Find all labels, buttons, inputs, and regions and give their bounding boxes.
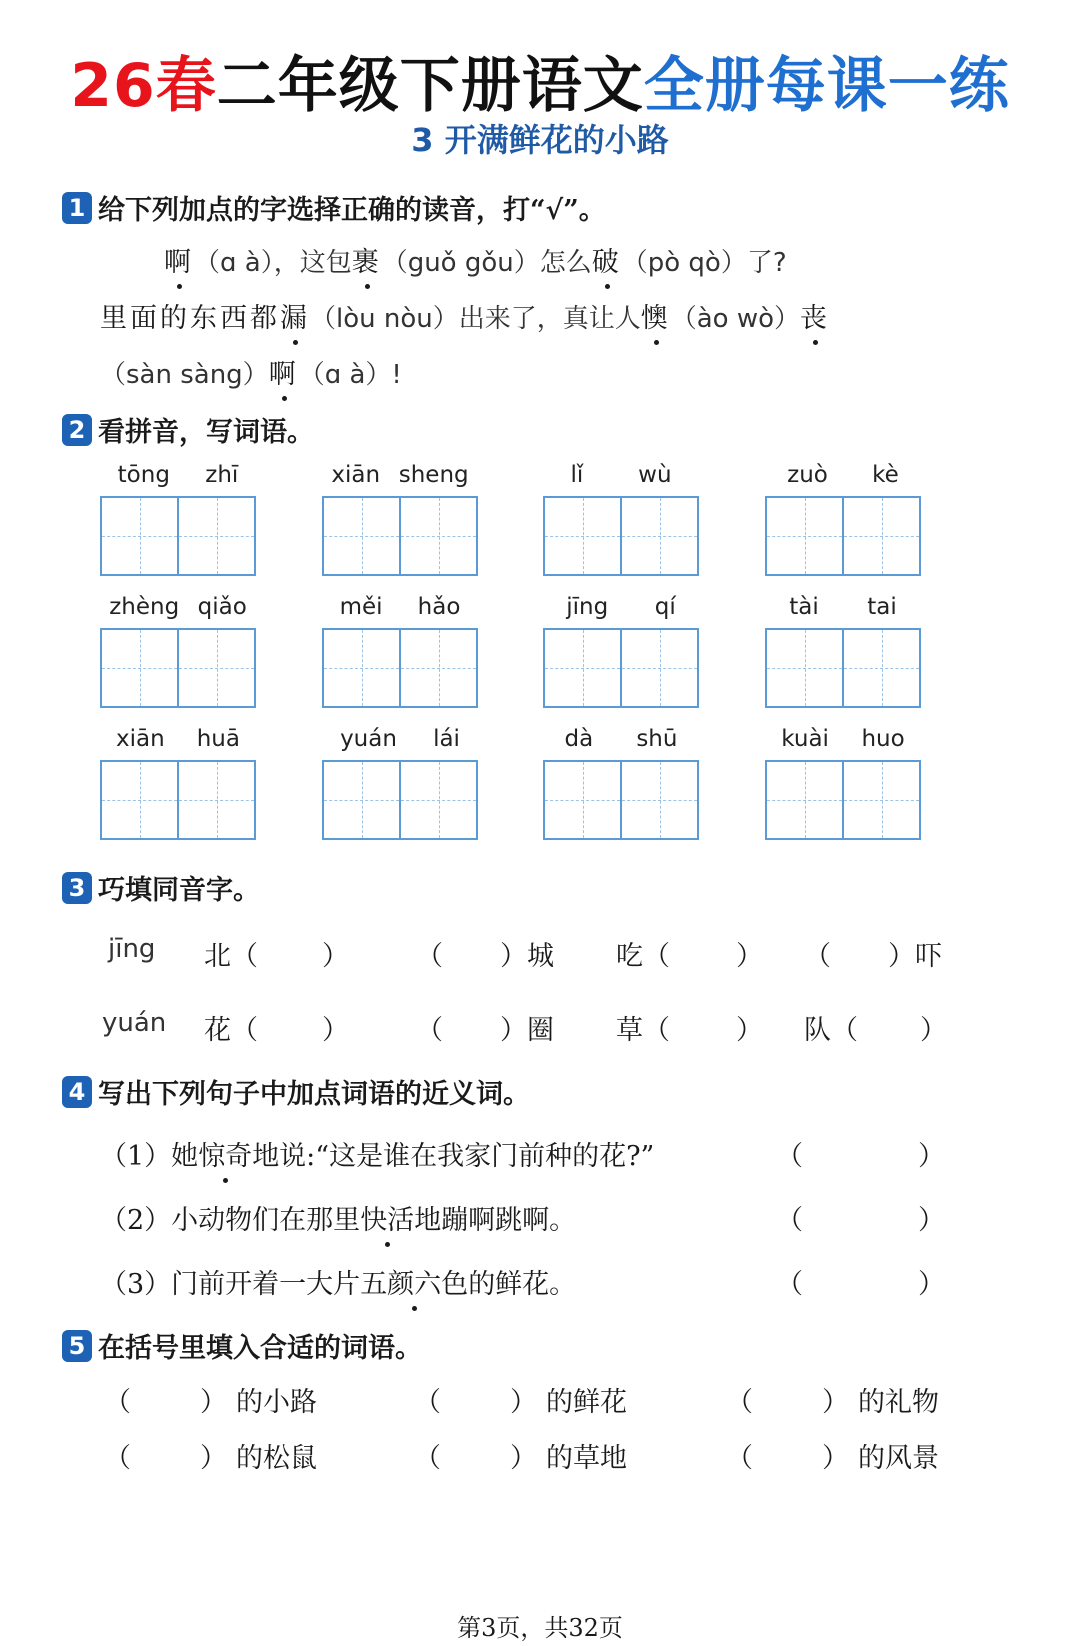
q3-blank-close: ）	[736, 941, 763, 972]
q5-blank-open[interactable]: （	[726, 1387, 753, 1418]
writing-grid-cell[interactable]	[179, 630, 254, 706]
q3-number-badge: 3	[62, 872, 92, 904]
pinyin-label: tài	[789, 594, 819, 620]
writing-grid-cell[interactable]	[179, 498, 254, 574]
q4-dotted-word: 快活	[360, 1198, 414, 1237]
q5-phrase: 的鲜花	[546, 1387, 627, 1418]
q4-sentence-3	[100, 1262, 576, 1301]
q5-blank-open[interactable]: （	[414, 1387, 441, 1418]
q3-blank-close: ）	[920, 1015, 947, 1046]
pinyin-label: lái	[433, 726, 460, 752]
q4-sentence-2	[100, 1198, 576, 1237]
q3-blank-open[interactable]: （	[416, 941, 443, 972]
q3-blank-open[interactable]: 吃（	[616, 941, 670, 972]
q5-blank-close: ）	[200, 1387, 227, 1418]
q3-heading	[62, 868, 260, 907]
writing-grid-cell[interactable]	[545, 762, 622, 838]
title-year: 26春	[70, 51, 217, 121]
q1-text: 里面的东西都	[100, 303, 280, 334]
pinyin-label: tōng	[117, 462, 170, 488]
q4-number-badge: 4	[62, 1076, 92, 1108]
q5-blank-open[interactable]: （	[414, 1443, 441, 1474]
pinyin-label: tai	[867, 594, 897, 620]
q4-heading	[62, 1072, 530, 1111]
q1-options[interactable]: （sàn sàng）	[100, 360, 269, 390]
pinyin-word-group	[765, 726, 921, 840]
q5-blank-open[interactable]: （	[104, 1443, 131, 1474]
q3-blank-open[interactable]: （	[804, 941, 831, 972]
writing-grid-cell[interactable]	[324, 498, 401, 574]
title-series: 全册每课一练	[643, 51, 1010, 121]
pinyin-word-group	[543, 462, 699, 576]
q1-line-3	[100, 352, 402, 391]
q3-blank-open[interactable]: 北（	[204, 941, 258, 972]
q5-phrase: 的小路	[236, 1387, 317, 1418]
q1-options[interactable]: （ɑ à）!	[298, 360, 402, 390]
writing-grid-cell[interactable]	[401, 762, 476, 838]
writing-grid-cell[interactable]	[844, 762, 919, 838]
q4-sentence-1	[100, 1134, 654, 1173]
q4-answer-close: ）	[918, 1269, 945, 1300]
q2-heading-text: 看拼音，写词语。	[98, 417, 314, 448]
q3-pinyin: jīng	[108, 934, 156, 964]
pinyin-label: huā	[196, 726, 240, 752]
q5-number-badge: 5	[62, 1330, 92, 1362]
page-number: 第3页，共32页	[457, 1614, 623, 1642]
pinyin-label: jīng	[566, 594, 609, 620]
pinyin-label: hǎo	[417, 594, 461, 620]
q5-blank-close: ）	[510, 1387, 537, 1418]
q1-options[interactable]: （ɑ à），这包	[194, 248, 352, 278]
q5-phrase: 的风景	[858, 1443, 939, 1474]
writing-grid-cell[interactable]	[545, 630, 622, 706]
q1-heading-text: 给下列加点的字选择正确的读音，打“√”。	[98, 195, 606, 226]
writing-grid-cell[interactable]	[622, 762, 697, 838]
q5-row-2	[0, 1436, 1080, 1476]
pinyin-word-group	[322, 594, 478, 708]
q1-dotted-char: 啊	[164, 240, 194, 279]
q5-phrase: 的松鼠	[236, 1443, 317, 1474]
q4-answer-open[interactable]: （	[776, 1269, 803, 1300]
q4-answer-open[interactable]: （	[776, 1205, 803, 1236]
q3-blank-open[interactable]: 草（	[616, 1015, 670, 1046]
q1-number-badge: 1	[62, 192, 92, 224]
writing-grid-cell[interactable]	[622, 498, 697, 574]
pinyin-label: zhī	[205, 462, 239, 488]
pinyin-label: yuán	[340, 726, 397, 752]
q3-blank-close: ）吓	[888, 941, 942, 972]
writing-grid-cell[interactable]	[102, 498, 179, 574]
writing-grid-cell[interactable]	[102, 762, 179, 838]
pinyin-label: sheng	[398, 462, 469, 488]
pinyin-label: zuò	[787, 462, 828, 488]
q4-dotted-word: 惊奇	[198, 1134, 252, 1173]
q1-options[interactable]: （pò qò）了?	[621, 248, 787, 278]
q5-blank-close: ）	[822, 1387, 849, 1418]
q1-dotted-char: 裹	[352, 240, 382, 279]
q1-line-2	[100, 296, 830, 335]
pinyin-label: lǐ	[570, 462, 584, 488]
writing-grid-cell[interactable]	[401, 498, 476, 574]
page-title	[0, 38, 1080, 124]
q5-heading	[62, 1326, 422, 1365]
pinyin-label: zhèng	[109, 594, 180, 620]
q2-number-badge: 2	[62, 414, 92, 446]
pinyin-word-group	[765, 594, 921, 708]
pinyin-word-group	[100, 594, 256, 708]
title-grade: 二年级下册语文	[216, 51, 644, 121]
q1-dotted-char: 懊	[641, 296, 671, 335]
writing-grid-cell[interactable]	[401, 630, 476, 706]
q4-text: 的鲜花。	[468, 1269, 577, 1300]
q5-blank-close: ）	[510, 1443, 537, 1474]
q1-dotted-char: 破	[592, 240, 622, 279]
q3-blank-open[interactable]: 队（	[804, 1015, 858, 1046]
q4-text: 地蹦啊跳啊。	[414, 1205, 577, 1236]
writing-grid-cell[interactable]	[767, 762, 844, 838]
pinyin-label: shū	[636, 726, 678, 752]
q5-blank-close: ）	[822, 1443, 849, 1474]
q1-options[interactable]: （ào wò）	[670, 304, 801, 334]
q4-dotted-word: 五颜六色	[360, 1262, 468, 1301]
q3-blank-close: ）	[736, 1015, 763, 1046]
pinyin-label: kè	[872, 462, 899, 488]
q5-phrase: 的礼物	[858, 1387, 939, 1418]
writing-grid-cell[interactable]	[324, 762, 401, 838]
q1-options[interactable]: （guǒ gǒu）怎么	[381, 248, 592, 278]
pinyin-word-group	[765, 462, 921, 576]
pinyin-word-group	[543, 726, 699, 840]
q5-phrase: 的草地	[546, 1443, 627, 1474]
pinyin-label: qiǎo	[197, 594, 247, 620]
pinyin-word-group	[322, 726, 478, 840]
pinyin-label: kuài	[781, 726, 829, 752]
q4-text: （3）门前开着一大片	[100, 1269, 361, 1300]
q3-blank-close: ）圈	[500, 1015, 554, 1046]
q5-blank-close: ）	[200, 1443, 227, 1474]
q3-blank-close: ）	[322, 1015, 349, 1046]
q5-row-1	[0, 1380, 1080, 1420]
writing-grid-cell[interactable]	[767, 498, 844, 574]
q1-dotted-char: 丧	[800, 296, 830, 335]
lesson-title: 3 开满鲜花的小路	[411, 121, 669, 159]
q4-text: （1）她	[100, 1141, 199, 1172]
q2-heading	[62, 410, 314, 449]
writing-grid-cell[interactable]	[844, 630, 919, 706]
q3-blank-open[interactable]: （	[416, 1015, 443, 1046]
pinyin-label: měi	[339, 594, 383, 620]
pinyin-label: huo	[861, 726, 905, 752]
q3-heading-text: 巧填同音字。	[98, 875, 260, 906]
q4-answer-close: ）	[918, 1141, 945, 1172]
q5-blank-open[interactable]: （	[104, 1387, 131, 1418]
pinyin-word-group	[543, 594, 699, 708]
q4-heading-text: 写出下列句子中加点词语的近义词。	[98, 1079, 530, 1110]
q3-blank-close: ）	[322, 941, 349, 972]
q5-blank-open[interactable]: （	[726, 1443, 753, 1474]
writing-grid-cell[interactable]	[622, 630, 697, 706]
q1-options[interactable]: （lòu nòu）出来了，真让人	[310, 304, 641, 334]
q1-dotted-char: 啊	[269, 352, 299, 391]
q4-answer-close: ）	[918, 1205, 945, 1236]
writing-grid-cell[interactable]	[545, 498, 622, 574]
writing-grid-cell[interactable]	[844, 498, 919, 574]
q1-heading	[62, 188, 606, 227]
pinyin-label: xiān	[331, 462, 381, 488]
q3-row-1	[0, 934, 1080, 974]
q3-blank-close: ）城	[500, 941, 554, 972]
q5-heading-text: 在括号里填入合适的词语。	[98, 1333, 422, 1364]
pinyin-label: qí	[654, 594, 676, 620]
q3-blank-open[interactable]: 花（	[204, 1015, 258, 1046]
q4-text: （2）小动物们在那里	[100, 1205, 361, 1236]
q3-pinyin: yuán	[102, 1008, 167, 1038]
q3-row-2	[0, 1008, 1080, 1048]
writing-grid-cell[interactable]	[767, 630, 844, 706]
pinyin-label: wù	[638, 462, 672, 488]
q1-line-1	[164, 240, 787, 279]
pinyin-label: dà	[564, 726, 594, 752]
pinyin-label: xiān	[116, 726, 165, 752]
writing-grid-cell[interactable]	[324, 630, 401, 706]
q4-text: 地说:“这是谁在我家门前种的花?”	[252, 1141, 655, 1172]
pinyin-word-group	[100, 726, 256, 840]
writing-grid-cell[interactable]	[179, 762, 254, 838]
q4-answer-open[interactable]: （	[776, 1141, 803, 1172]
pinyin-word-group	[100, 462, 256, 576]
writing-grid-cell[interactable]	[102, 630, 179, 706]
q1-dotted-char: 漏	[280, 296, 310, 335]
pinyin-word-group	[322, 462, 478, 576]
